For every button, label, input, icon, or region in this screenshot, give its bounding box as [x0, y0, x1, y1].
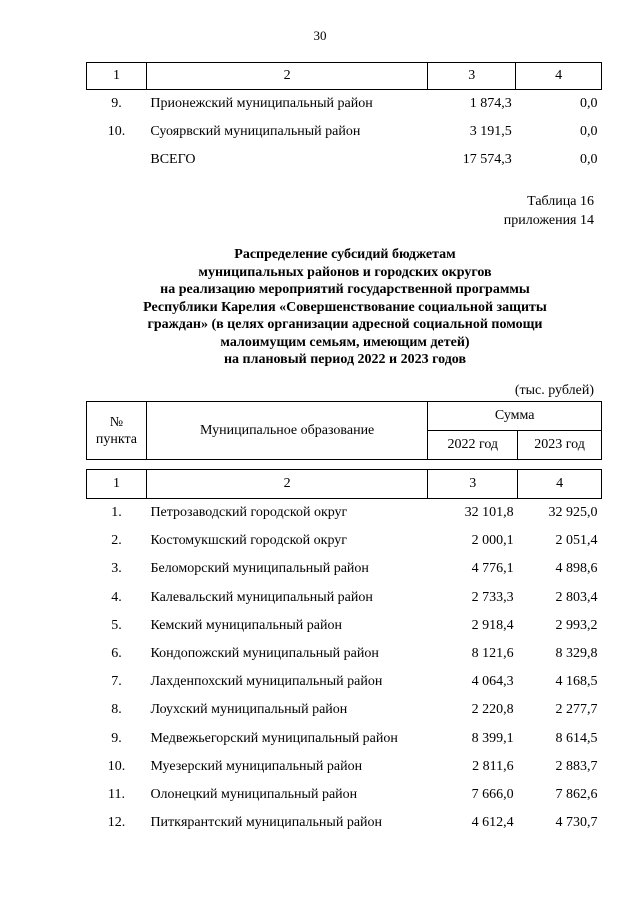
top-table — [86, 62, 602, 174]
row-number: 10. — [107, 124, 126, 139]
row-value-2023: 2 883,7 — [555, 758, 598, 774]
header-cell: 4 — [516, 63, 602, 90]
row-value: 0,0 — [580, 96, 598, 111]
table-ref-line: Таблица 16 — [527, 194, 594, 209]
page-number: 30 — [313, 28, 327, 43]
title-line: на плановый период 2022 и 2023 годов — [223, 352, 467, 367]
header-cell: 2 — [146, 63, 427, 90]
title-line: Республики Карелия «Совершенствование социальной защиты — [143, 299, 547, 315]
row-value-2022: 4 612,4 — [471, 815, 514, 831]
table-row — [87, 90, 602, 119]
table-row — [87, 118, 602, 146]
row-name: Калевальский муниципальный район — [150, 589, 373, 605]
table-row — [87, 781, 602, 809]
index-cell: 2 — [146, 470, 427, 499]
table-row — [87, 499, 602, 528]
document-title — [100, 246, 590, 369]
row-name: Петрозаводский городской округ — [150, 505, 348, 521]
row-value-2023: 4 730,7 — [555, 815, 598, 831]
row-value: 3 191,5 — [469, 124, 512, 139]
row-value-2023: 4 898,6 — [555, 561, 598, 577]
index-cell: 1 — [87, 470, 147, 499]
row-name: ВСЕГО — [150, 152, 196, 167]
row-number: 2. — [111, 533, 122, 549]
col-name-header: Муниципальное образование — [146, 402, 427, 460]
row-name: Кемский муниципальный район — [150, 617, 342, 633]
index-cell: 3 — [428, 470, 518, 499]
row-value-2022: 32 101,8 — [464, 505, 514, 521]
row-value-2023: 4 168,5 — [555, 674, 598, 690]
row-name: Костомукшский городской округ — [150, 533, 348, 549]
table-row — [87, 555, 602, 583]
row-value-2023: 2 803,4 — [555, 589, 598, 605]
row-name: Олонецкий муниципальный район — [150, 786, 358, 802]
row-name: Суоярвский муниципальный район — [150, 124, 361, 139]
row-name: Лоухский муниципальный район — [150, 702, 348, 718]
row-name: Питкярантский муниципальный район — [150, 815, 383, 831]
row-name: Лахденпохский муниципальный район — [150, 674, 383, 690]
col-sum-header: Сумма — [428, 402, 602, 431]
row-number: 5. — [111, 617, 122, 633]
title-line: на реализацию мероприятий государственной программы — [160, 282, 530, 297]
unit-label: (тыс. рублей) — [514, 383, 594, 398]
row-value-2022: 2 811,6 — [472, 758, 514, 774]
top-table-header — [87, 63, 602, 90]
row-value-2023: 2 277,7 — [555, 702, 598, 718]
header-cell: 1 — [87, 63, 147, 90]
row-name: Прионежский муниципальный район — [150, 96, 373, 111]
row-number: 12. — [107, 815, 126, 831]
title-line: Распределение субсидий бюджетам — [234, 247, 456, 262]
row-number: 9. — [111, 96, 122, 111]
table-row — [87, 146, 602, 174]
table-row — [87, 527, 602, 555]
row-name: Медвежьегорский муниципальный район — [150, 730, 398, 746]
col-2023-header: 2023 год — [518, 431, 602, 460]
row-number: 1. — [111, 505, 122, 521]
title-line: малоимущим семьям, имеющим детей) — [220, 334, 470, 350]
table-reference — [504, 192, 594, 230]
row-value: 0,0 — [580, 124, 598, 139]
row-number: 10. — [107, 758, 126, 774]
row-number: 9. — [111, 730, 122, 746]
row-name: Кондопожский муниципальный район — [150, 646, 379, 662]
row-value-2023: 7 862,6 — [555, 786, 598, 802]
row-value-2022: 8 399,1 — [471, 730, 514, 746]
table-ref-line: приложения 14 — [503, 213, 594, 228]
row-value-2022: 2 000,1 — [471, 533, 514, 549]
table-row — [87, 809, 602, 837]
row-value-2022: 4 064,3 — [471, 674, 514, 690]
main-header-row — [87, 402, 602, 431]
row-number: 11. — [107, 786, 125, 802]
row-value-2022: 8 121,6 — [471, 646, 514, 662]
row-value: 0,0 — [580, 152, 598, 167]
row-value-2022: 2 733,3 — [471, 589, 514, 605]
row-value-2022: 2 220,8 — [471, 702, 514, 718]
row-value-2022: 2 918,4 — [471, 617, 514, 633]
row-name: Муезерский муниципальный район — [150, 758, 363, 774]
row-name: Беломорский муниципальный район — [150, 561, 369, 577]
row-value-2022: 4 776,1 — [471, 561, 514, 577]
row-value: 1 874,3 — [469, 96, 512, 111]
row-number: 6. — [111, 646, 122, 662]
title-line: граждан» (в целях организации адресной социальной помощи — [147, 317, 543, 332]
col-number-header: № пункта — [87, 402, 147, 460]
row-value-2023: 8 614,5 — [555, 730, 598, 746]
row-value-2023: 2 993,2 — [555, 617, 598, 633]
col-2022-header: 2022 год — [428, 431, 518, 460]
main-table — [86, 401, 602, 837]
table-row — [87, 584, 602, 612]
row-number: 4. — [111, 589, 122, 605]
main-index-row — [87, 470, 602, 499]
row-number: 3. — [111, 561, 122, 577]
row-value-2022: 7 666,0 — [471, 786, 514, 802]
header-cell: 3 — [428, 63, 516, 90]
title-line: муниципальных районов и городских округов — [198, 264, 492, 280]
table-row — [87, 753, 602, 781]
row-number: 7. — [111, 674, 122, 690]
index-cell: 4 — [518, 470, 602, 499]
table-row — [87, 725, 602, 753]
row-value-2023: 2 051,4 — [555, 533, 598, 549]
table-row — [87, 612, 602, 640]
row-number — [87, 146, 147, 174]
row-value-2023: 32 925,0 — [548, 505, 598, 521]
table-row — [87, 668, 602, 696]
table-row — [87, 696, 602, 724]
table-row — [87, 640, 602, 668]
row-number: 8. — [111, 702, 122, 718]
row-value-2023: 8 329,8 — [555, 646, 598, 662]
row-value: 17 574,3 — [462, 152, 512, 167]
